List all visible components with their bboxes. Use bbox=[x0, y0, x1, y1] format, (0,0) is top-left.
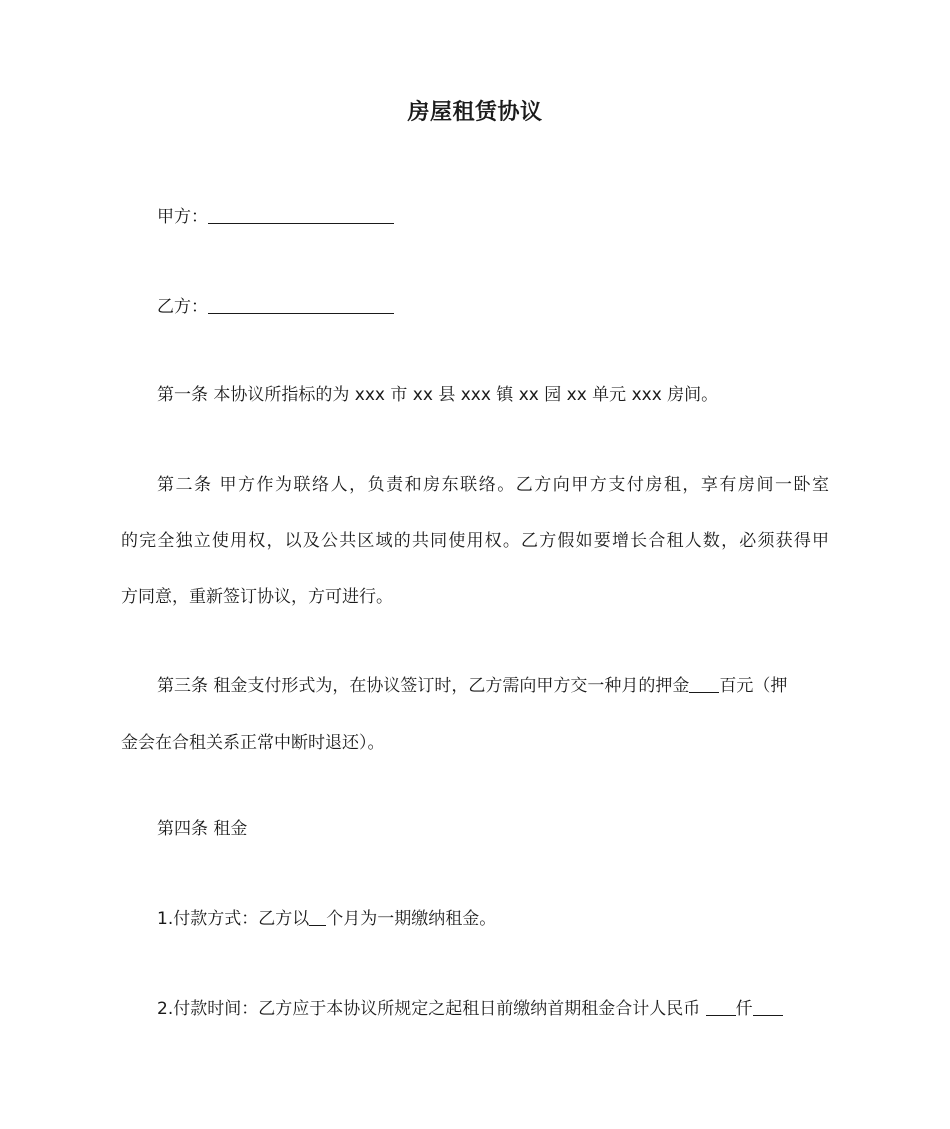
party-a-line bbox=[157, 203, 394, 231]
item-2-text-b: 仟 bbox=[735, 999, 753, 1019]
article-3-text-a: 第三条 租金支付形式为，在协议签订时，乙方需向甲方交一种月的押金 bbox=[157, 676, 690, 696]
item-1-text-a: 1.付款方式：乙方以 bbox=[157, 909, 310, 929]
item-1 bbox=[157, 905, 496, 933]
item-2 bbox=[157, 995, 783, 1023]
party-a-blank bbox=[208, 205, 394, 224]
article-3-line-2: 金会在合租关系正常中断时退还）。 bbox=[121, 733, 385, 753]
article-1: 第一条 本协议所指标的为 xxx 市 xx 县 xxx 镇 xx 园 xx 单元 xxx 房间。 bbox=[157, 385, 719, 405]
document-title: 房屋租赁协议 bbox=[407, 100, 543, 125]
article-2-line-2: 的完全独立使用权，以及公共区域的共同使用权。乙方假如要增长合租人数，必须获得甲 bbox=[121, 531, 829, 551]
party-b-label: 乙方： bbox=[157, 297, 208, 317]
months-blank bbox=[309, 907, 326, 926]
item-1-text-b: 个月为一期缴纳租金。 bbox=[326, 909, 497, 929]
party-a-label: 甲方： bbox=[157, 207, 208, 227]
party-b-line bbox=[157, 293, 394, 321]
article-3-line-1 bbox=[157, 672, 787, 700]
amount-thousands-blank bbox=[706, 997, 736, 1016]
amount-hundreds-blank bbox=[753, 997, 783, 1016]
article-2-line-3: 方同意，重新签订协议，方可进行。 bbox=[121, 587, 393, 607]
article-2-line-1: 第二条 甲方作为联络人，负责和房东联络。乙方向甲方支付房租，享有房间一卧室 bbox=[157, 475, 829, 495]
item-2-text-a: 2.付款时间：乙方应于本协议所规定之起租日前缴纳首期租金合计人民币 bbox=[157, 999, 706, 1019]
article-4-heading: 第四条 租金 bbox=[157, 819, 248, 839]
deposit-blank bbox=[689, 674, 719, 693]
article-3-text-b: 百元（押 bbox=[719, 676, 788, 696]
party-b-blank bbox=[208, 295, 394, 314]
